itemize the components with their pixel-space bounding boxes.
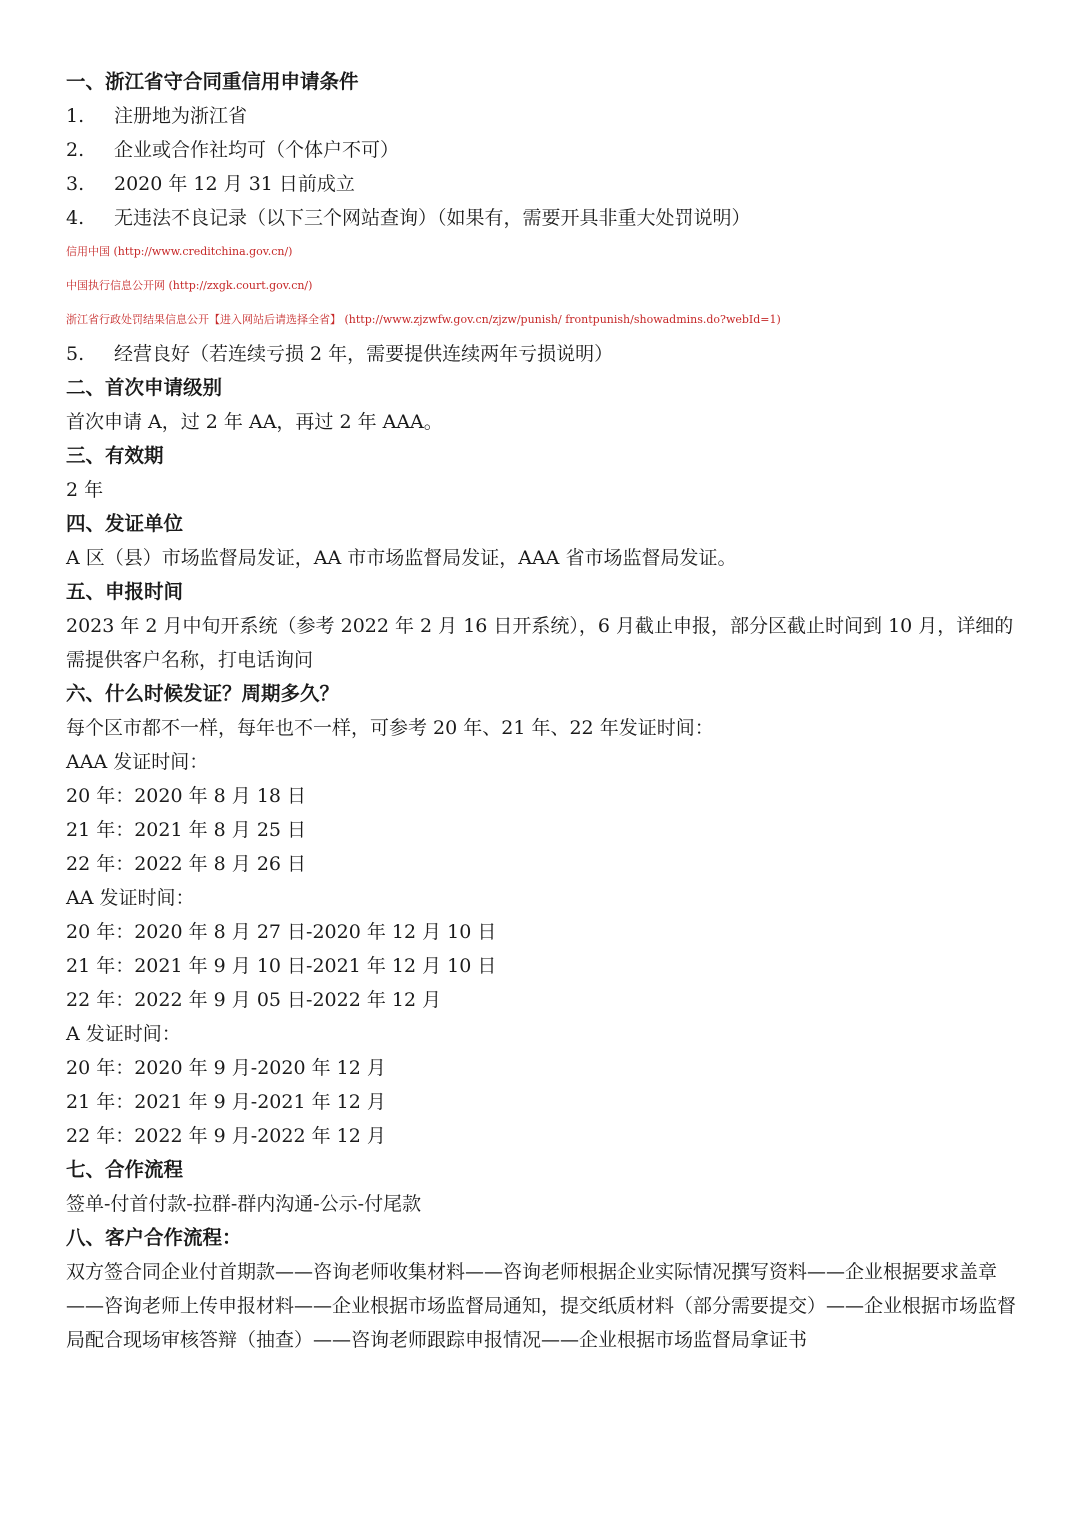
list-item [66,171,355,197]
section-1-title: 一、浙江省守合同重信用申请条件 [66,70,359,93]
section-4-title: 四、发证单位 [66,512,184,535]
aaa-date: 22 年：2022 年 8 月 26 日 [66,853,307,875]
section-3-body: 2 年 [66,479,104,501]
a-date: 20 年：2020 年 9 月-2020 年 12 月 [66,1057,386,1079]
section-8-body: 双方签合同企业付首期款——咨询老师收集材料——咨询老师根据企业实际情况撰写资料——企业根据要求盖章 [66,1261,998,1283]
aaa-date: 20 年：2020 年 8 月 18 日 [66,785,307,807]
a-label: A 发证时间： [66,1023,181,1045]
section-5-body: 需提供客户名称，打电话询问 [66,649,314,671]
site-name: 中国执行信息公开网 [66,279,165,292]
a-date: 22 年：2022 年 9 月-2022 年 12 月 [66,1125,386,1147]
list-item [66,137,399,163]
aa-date: 22 年：2022 年 9 月 05 日-2022 年 12 月 [66,989,442,1011]
section-8-title: 八、客户合作流程： [66,1226,242,1249]
section-2-body: 首次申请 A，过 2 年 AA，再过 2 年 AAA。 [66,411,443,433]
section-6-intro: 每个区市都不一样，每年也不一样，可参考 20 年、21 年、22 年发证时间： [66,717,714,739]
site-url[interactable]: (http://www.creditchina.gov.cn/) [113,245,293,258]
aa-label: AA 发证时间： [66,887,195,909]
site-zxgk [66,278,312,294]
aa-date: 20 年：2020 年 8 月 27 日-2020 年 12 月 10 日 [66,921,497,943]
site-name: 信用中国 [66,245,110,258]
section-7-body: 签单-付首付款-拉群-群内沟通-公示-付尾款 [66,1193,422,1215]
list-number: 3. [66,173,85,195]
list-number: 5. [66,343,85,365]
section-5-title: 五、申报时间 [66,580,184,603]
site-name: 浙江省行政处罚结果信息公开【进入网站后请选择全省】 [66,313,341,326]
section-8-body: 局配合现场审核答辩（抽查）——咨询老师跟踪申报情况——企业根据市场监督局拿证书 [66,1329,808,1351]
a-date: 21 年：2021 年 9 月-2021 年 12 月 [66,1091,386,1113]
section-5-body: 2023 年 2 月中旬开系统（参考 2022 年 2 月 16 日开系统），6 月截止申报，部分区截止时间到 10 月，详细的 [66,615,1014,637]
section-6-title: 六、什么时候发证？周期多久？ [66,682,340,705]
site-creditchina [66,244,292,260]
aaa-label: AAA 发证时间： [66,751,209,773]
list-text: 注册地为浙江省 [114,105,248,127]
site-url[interactable]: (http://www.zjzwfw.gov.cn/zjzw/punish/ frontpunish/showadmins.do?webId=1) [344,313,781,326]
list-text: 经营良好（若连续亏损 2 年，需要提供连续两年亏损说明） [114,343,614,365]
section-3-title: 三、有效期 [66,444,164,467]
aaa-date: 21 年：2021 年 8 月 25 日 [66,819,307,841]
list-number: 1. [66,105,85,127]
list-item [66,205,751,231]
list-item [66,103,247,129]
site-url[interactable]: (http://zxgk.court.gov.cn/) [168,279,313,292]
list-text: 企业或合作社均可（个体户不可） [114,139,400,161]
aa-date: 21 年：2021 年 9 月 10 日-2021 年 12 月 10 日 [66,955,497,977]
section-4-body: A 区（县）市场监督局发证，AA 市市场监督局发证，AAA 省市场监督局发证。 [66,547,737,569]
section-8-body: ——咨询老师上传申报材料——企业根据市场监督局通知，提交纸质材料（部分需要提交）——企业根据市场监督 [66,1295,1017,1317]
site-zjzwfw [66,312,781,328]
list-text: 无违法不良记录（以下三个网站查询）（如果有，需要开具非重大处罚说明） [114,207,751,229]
list-number: 2. [66,139,85,161]
section-7-title: 七、合作流程 [66,1158,184,1181]
list-number: 4. [66,207,85,229]
list-text: 2020 年 12 月 31 日前成立 [114,173,355,195]
list-item [66,341,613,367]
section-2-title: 二、首次申请级别 [66,376,223,399]
